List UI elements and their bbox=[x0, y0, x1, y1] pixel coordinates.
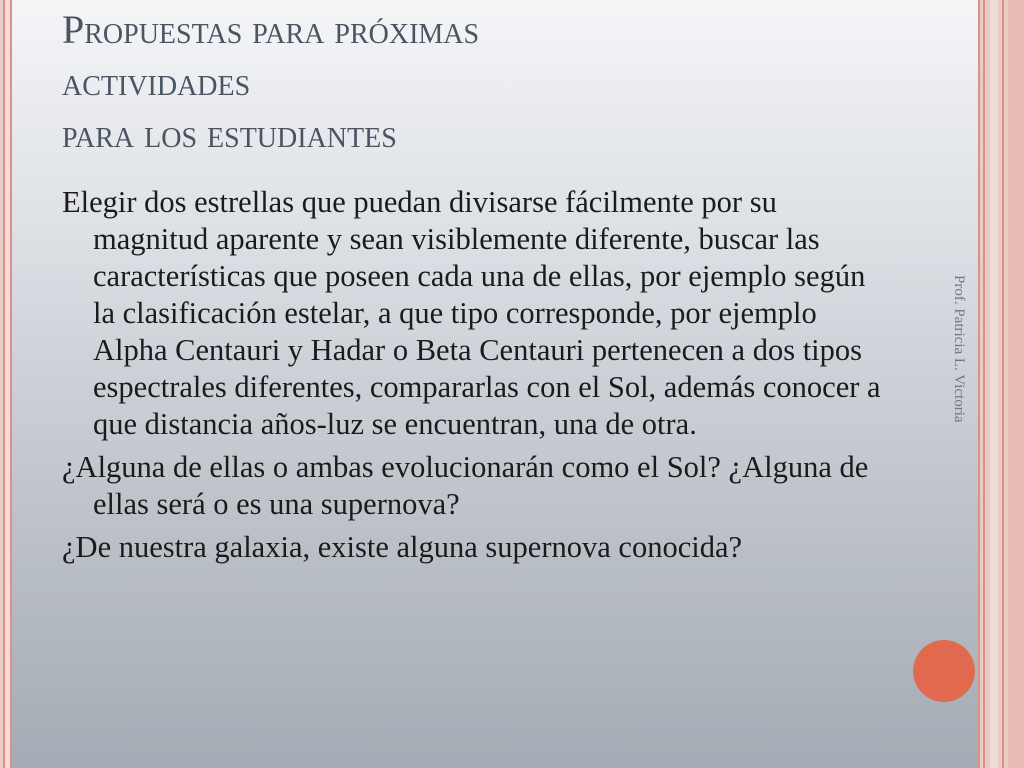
slide-footer: Prof. Patricia L. Victoria bbox=[951, 275, 967, 423]
body-paragraph: ¿De nuestra galaxia, existe alguna supernova conocida? bbox=[62, 530, 743, 564]
title-line: actividades bbox=[62, 59, 251, 104]
title-line: Propuestas para próximas bbox=[62, 7, 480, 52]
right-border bbox=[978, 0, 1024, 768]
title-line: para los estudiantes bbox=[62, 111, 397, 156]
decorative-circle bbox=[913, 640, 975, 702]
slide-title bbox=[62, 4, 942, 160]
body-paragraph: Elegir dos estrellas que puedan divisarse fácilmente por su magnitud aparente y sean visiblemente diferente, buscar las características que poseen cada una de ellas, por ejemplo según la clasificación estelar, a que tipo corresponde, por ejemplo Alpha Centauri y Hadar o Beta Centauri pertenecen a dos tipos espectrales diferentes, compararlas con el Sol, además conocer a que distancia años-luz se encuentran, una de otra. bbox=[62, 185, 881, 441]
left-border bbox=[0, 0, 14, 768]
body-paragraph: ¿Alguna de ellas o ambas evolucionarán como el Sol? ¿Alguna de ellas será o es una supernova? bbox=[62, 450, 869, 521]
slide-body bbox=[62, 184, 892, 572]
